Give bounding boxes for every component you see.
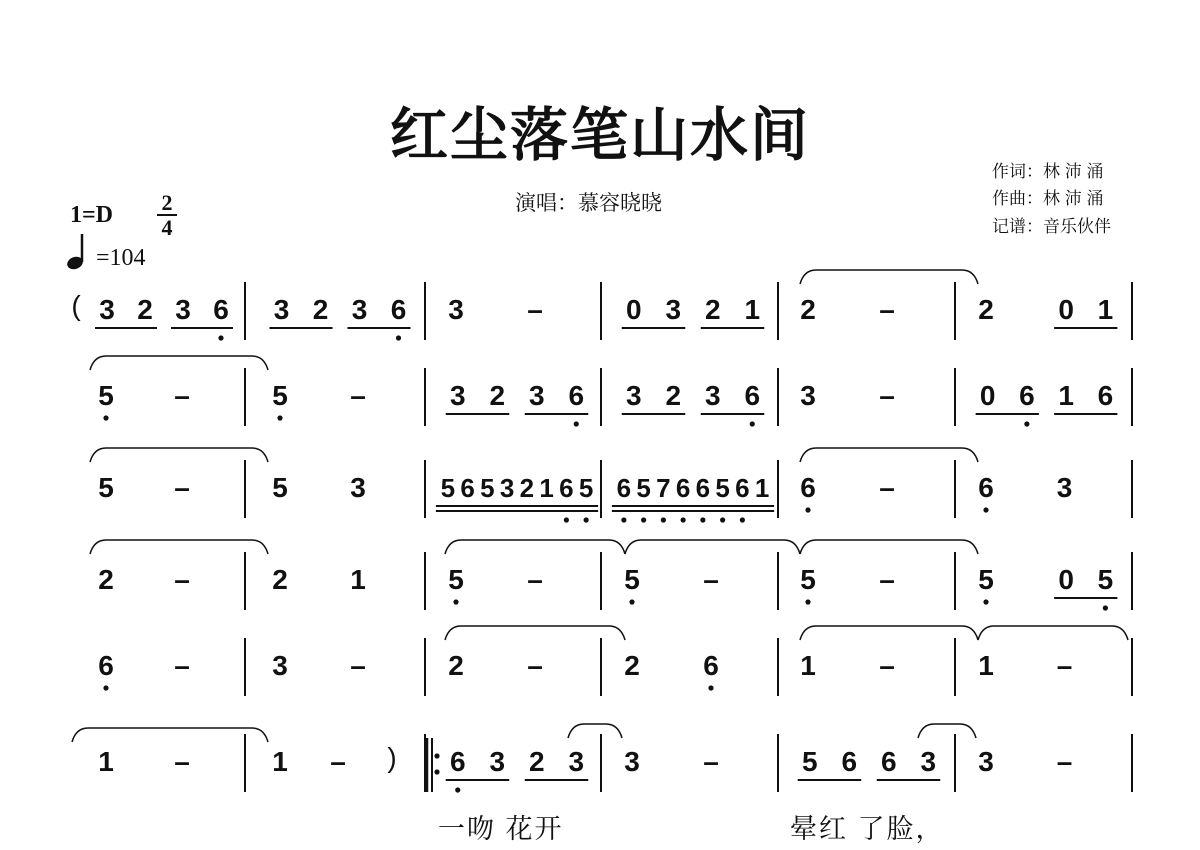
lower-octave-dot — [621, 517, 626, 522]
close-parenthesis: ) — [387, 742, 397, 773]
jianpu-note: 6 — [703, 650, 719, 681]
lower-octave-dot — [434, 753, 439, 758]
sustain-dash: – — [174, 650, 190, 681]
jianpu-note: 1 — [978, 650, 994, 681]
jianpu-note: 1 — [272, 746, 288, 777]
lower-octave-dot — [983, 599, 988, 604]
lower-octave-dot — [629, 599, 634, 604]
jianpu-note: 2 — [665, 380, 682, 411]
jianpu-note: 5 — [98, 472, 114, 503]
tie-arc — [90, 540, 268, 554]
jianpu-note: 3 — [272, 650, 288, 681]
lower-octave-dot — [564, 517, 569, 522]
lower-octave-dot — [983, 507, 988, 512]
tie-arc — [90, 448, 268, 462]
singer-credit: 演唱：慕容晓晓 — [515, 192, 662, 215]
jianpu-note: 5 — [272, 380, 288, 411]
jianpu-note: 2 — [137, 294, 153, 325]
jianpu-note: 3 — [448, 294, 464, 325]
jianpu-note: 6 — [616, 473, 632, 503]
jianpu-note: 5 — [1097, 564, 1114, 595]
jianpu-note: 6 — [98, 650, 114, 681]
time-signature-top: 2 — [161, 190, 173, 215]
sustain-dash: – — [703, 746, 719, 777]
lower-octave-dot — [453, 599, 458, 604]
jianpu-note: 1 — [98, 746, 114, 777]
jianpu-note: 5 — [715, 473, 730, 503]
lower-octave-dot — [1024, 421, 1029, 426]
transcriber-credit: 记谱：音乐伙伴 — [992, 217, 1111, 236]
jianpu-note: 6 — [460, 473, 475, 503]
jianpu-note: 1 — [800, 650, 816, 681]
jianpu-note: 2 — [272, 564, 288, 595]
jianpu-note: 3 — [920, 746, 937, 777]
lower-octave-dot — [720, 517, 725, 522]
jianpu-note: 2 — [978, 294, 994, 325]
tie-arc — [800, 270, 978, 284]
jianpu-note: 2 — [800, 294, 816, 325]
jianpu-note: 6 — [744, 380, 761, 411]
jianpu-note: 3 — [978, 746, 994, 777]
jianpu-note: 7 — [656, 473, 671, 503]
lower-octave-dot — [681, 517, 686, 522]
sustain-dash: – — [174, 472, 190, 503]
lower-octave-dot — [700, 517, 705, 522]
sustain-dash: – — [879, 564, 895, 595]
jianpu-note: 5 — [978, 564, 994, 595]
jianpu-note: 1 — [1058, 380, 1074, 411]
tie-arc — [978, 626, 1128, 640]
jianpu-note: 1 — [1097, 294, 1114, 325]
jianpu-note: 3 — [351, 294, 368, 325]
jianpu-note: 5 — [98, 380, 114, 411]
sustain-dash: – — [879, 380, 895, 411]
lyric-line-2: 晕红 了脸， — [790, 814, 945, 844]
sustain-dash: – — [527, 650, 543, 681]
sustain-dash: – — [703, 564, 719, 595]
jianpu-note: 5 — [800, 564, 816, 595]
jianpu-note: 3 — [568, 746, 585, 777]
lower-octave-dot — [277, 415, 282, 420]
jianpu-note: 6 — [390, 294, 407, 325]
jianpu-note: 6 — [800, 472, 816, 503]
sustain-dash: – — [879, 294, 895, 325]
sustain-dash: – — [350, 380, 366, 411]
lower-octave-dot — [708, 685, 713, 690]
sustain-dash: – — [1056, 746, 1073, 777]
jianpu-note: 5 — [636, 473, 651, 503]
sustain-dash: – — [350, 650, 366, 681]
jianpu-note: 5 — [624, 564, 640, 595]
lower-octave-dot — [805, 599, 810, 604]
sustain-dash: – — [527, 564, 543, 595]
lyric-line-1: 一吻 花开 — [438, 814, 564, 844]
time-signature-bottom: 4 — [161, 215, 173, 240]
jianpu-note: 2 — [624, 650, 640, 681]
jianpu-note: 2 — [312, 294, 329, 325]
jianpu-note: 0 — [1058, 294, 1074, 325]
jianpu-note: 6 — [978, 472, 994, 503]
sustain-dash: – — [879, 472, 895, 503]
sustain-dash: – — [1056, 650, 1073, 681]
sustain-dash: – — [527, 294, 543, 325]
jianpu-note: 6 — [559, 473, 574, 503]
lower-octave-dot — [805, 507, 810, 512]
jianpu-note: 2 — [489, 380, 506, 411]
jianpu-note: 2 — [98, 564, 114, 595]
tie-arc — [90, 356, 268, 370]
lower-octave-dot — [455, 787, 460, 792]
sustain-dash: – — [174, 564, 190, 595]
slur-arc — [568, 724, 622, 738]
composer-credit: 作曲：林 沛 涌 — [992, 189, 1104, 208]
jianpu-note: 5 — [272, 472, 288, 503]
jianpu-note: 2 — [528, 746, 545, 777]
tie-arc — [445, 540, 625, 554]
jianpu-note: 6 — [1097, 380, 1114, 411]
jianpu-note: 6 — [735, 473, 750, 503]
tie-arc — [625, 540, 800, 554]
jianpu-note: 0 — [1058, 564, 1074, 595]
open-parenthesis: ( — [71, 290, 81, 321]
lower-octave-dot — [574, 421, 579, 426]
jianpu-note: 5 — [480, 473, 495, 503]
lower-octave-dot — [740, 517, 745, 522]
jianpu-note: 3 — [528, 380, 545, 411]
jianpu-note: 3 — [625, 380, 642, 411]
tie-arc — [800, 448, 978, 462]
jianpu-note: 6 — [213, 294, 229, 325]
lower-octave-dot — [584, 517, 589, 522]
jianpu-note: 5 — [801, 746, 818, 777]
lower-octave-dot — [396, 335, 401, 340]
tempo-marking: =104 — [96, 245, 146, 271]
lower-octave-dot — [103, 415, 108, 420]
key-signature: 1=D — [70, 202, 114, 228]
jianpu-note: 3 — [350, 472, 366, 503]
jianpu-note: 2 — [704, 294, 721, 325]
jianpu-note: 5 — [578, 473, 594, 503]
slur-arc — [918, 724, 976, 738]
lyricist-credit: 作词：林 沛 涌 — [992, 162, 1104, 181]
sustain-dash: – — [879, 650, 895, 681]
lower-octave-dot — [218, 335, 223, 340]
score-title: 红尘落笔山水间 — [389, 101, 810, 169]
jianpu-note: 3 — [489, 746, 506, 777]
jianpu-note: 6 — [841, 746, 858, 777]
jianpu-note: 6 — [1019, 380, 1035, 411]
jianpu-note: 6 — [880, 746, 897, 777]
jianpu-note: 6 — [449, 746, 466, 777]
sustain-dash: – — [174, 746, 190, 777]
jianpu-note: 3 — [704, 380, 721, 411]
jianpu-note: 2 — [519, 473, 535, 503]
jianpu-note: 3 — [175, 294, 191, 325]
jianpu-note: 3 — [449, 380, 466, 411]
lower-octave-dot — [641, 517, 646, 522]
tie-arc — [800, 540, 978, 554]
jianpu-note: 1 — [754, 473, 770, 503]
jianpu-note: 3 — [499, 473, 515, 503]
jianpu-note: 0 — [625, 294, 642, 325]
jianpu-note: 6 — [568, 380, 585, 411]
jianpu-note: 5 — [448, 564, 464, 595]
lower-octave-dot — [661, 517, 666, 522]
lower-octave-dot — [750, 421, 755, 426]
jianpu-note: 6 — [695, 473, 711, 503]
jianpu-note: 1 — [539, 473, 554, 503]
jianpu-note: 1 — [744, 294, 761, 325]
jianpu-note: 3 — [624, 746, 640, 777]
tie-arc — [445, 626, 625, 640]
tie-arc — [72, 728, 268, 742]
jianpu-note: 5 — [440, 473, 456, 503]
jianpu-note: 3 — [665, 294, 682, 325]
jianpu-note: 3 — [99, 294, 115, 325]
sustain-dash: – — [174, 380, 190, 411]
lower-octave-dot — [103, 685, 108, 690]
lower-octave-dot — [1103, 605, 1108, 610]
jianpu-note: 3 — [800, 380, 816, 411]
jianpu-note: 0 — [979, 380, 996, 411]
jianpu-note: 1 — [350, 564, 366, 595]
lower-octave-dot — [434, 769, 439, 774]
tie-arc — [800, 626, 978, 640]
jianpu-note: 2 — [448, 650, 464, 681]
jianpu-note: 3 — [1056, 472, 1073, 503]
jianpu-note: 3 — [273, 294, 290, 325]
jianpu-note: 6 — [675, 473, 691, 503]
sustain-dash: – — [330, 746, 346, 777]
